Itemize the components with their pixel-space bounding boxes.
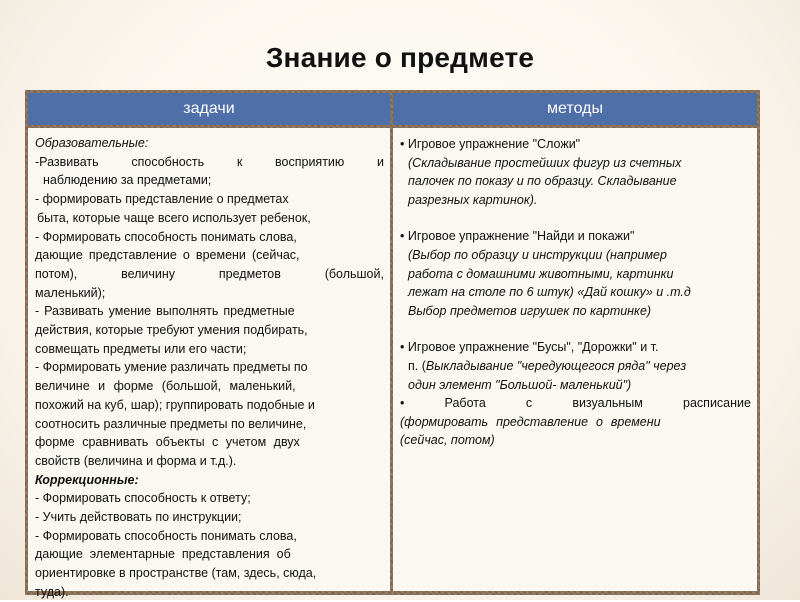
task-line: ориентировке в пространстве (там, здесь, сюда, [35,566,317,581]
method-heading-find: • Игровое упражнение "Найди и покажи" [400,229,635,244]
spacer [400,209,751,227]
task-line: совмещать предметы или его части; [35,341,247,356]
method-heading-beads: • Игровое упражнение "Бусы", "Дорожки" и т. [400,340,659,355]
spacer [400,320,751,338]
word: восприятию [275,154,345,169]
text-fragment: Выкладывание "чередующегося ряда" через [425,358,687,373]
table [25,90,760,599]
word: Работа [444,396,486,411]
task-line: - Развивать умение выполнять предметные [35,304,295,319]
word: потом), [35,266,78,281]
word: величину [121,266,176,281]
word: предметов [218,266,281,281]
method-line: лежат на столе по 6 штук) «Дай кошку» и .т.д [408,285,691,300]
header-methods: методы [393,93,757,125]
word: визуальным [572,396,643,411]
section-heading-correctional: Коррекционные: [35,472,139,487]
method-line [400,357,751,376]
methods-cell [393,128,757,591]
task-line: похожий на куб, шар); группировать подобные и [35,397,315,412]
method-line: Выбор предметов игрушек по картинке) [408,303,652,318]
task-line: дающие представление о времени (сейчас, [35,248,300,263]
task-line [35,153,384,172]
method-line: (Выбор по образцу и инструкции (например [408,247,667,262]
method-line: один элемент "Большой- маленький") [408,377,632,392]
task-line: - Учить действовать по инструкции; [35,510,242,525]
task-line: туда). [35,584,69,599]
section-heading-educational: Образовательные: [35,136,149,150]
task-line: дающие элементарные представления об [35,547,291,562]
method-heading-schedule [400,394,751,413]
task-line: - Формировать умение различать предметы по [35,360,308,375]
word: расписание [683,396,751,411]
task-line: соотносить различные предметы по величине, [35,416,307,431]
method-line: работа с домашними животными, картинки [408,266,674,281]
task-line: - Формировать способность понимать слова, [35,528,297,543]
page-title: Знание о предмете [265,42,535,73]
method-heading-fold: • Игровое упражнение "Сложи" [400,137,581,151]
task-line: маленький); [35,285,106,300]
method-line: (Складывание простейших фигур из счетных [408,155,682,170]
task-line: - Формировать способность понимать слова, [35,229,297,244]
word: к [236,154,243,169]
task-line: величине и форме (большой, маленький, [35,379,296,394]
task-line: наблюдению за предметами; [43,173,212,188]
task-line: свойств (величина и форма и т.д.). [35,453,237,468]
method-line: разрезных картинок). [408,192,538,207]
method-line: (сейчас, потом) [400,433,495,448]
text-fragment: п. ( [408,358,426,373]
word: и [376,154,384,169]
header-tasks: задачи [28,93,390,125]
task-line: форме сравнивать объекты с учетом двух [35,435,300,450]
task-line: действия, которые требуют умения подбирать, [35,323,308,338]
word: способность [131,154,205,169]
bullet: • [400,396,405,411]
word: (большой, [324,266,384,281]
task-line: быта, которые чаще всего использует ребенок, [37,210,311,225]
task-line: - Формировать способность к ответу; [35,491,251,506]
tasks-cell [28,128,390,599]
task-line [35,265,384,284]
method-line: (формировать представление о времени [400,414,661,429]
word: -Развивать [35,154,99,169]
word: с [525,396,533,411]
task-line: - формировать представление о предметах [35,192,289,207]
method-line: палочек по показу и по образцу. Складывание [408,174,677,189]
